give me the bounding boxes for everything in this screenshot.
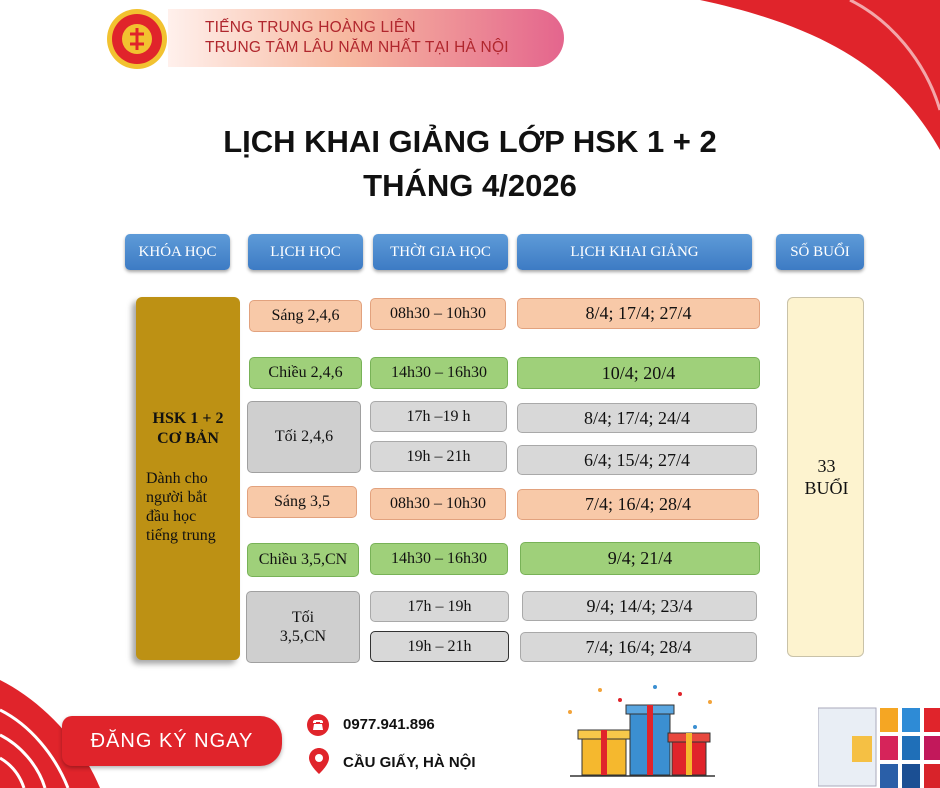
time-morning-35: 08h30 – 10h30 (370, 488, 506, 520)
course-desc-line-3: đầu học (146, 508, 197, 525)
opening-evening-246-b: 6/4; 15/4; 27/4 (517, 445, 757, 475)
header-opening: LỊCH KHAI GIẢNG (517, 234, 752, 270)
sessions-cell (787, 297, 864, 657)
time-afternoon-35cn: 14h30 – 16h30 (370, 543, 508, 575)
course-desc-line-2: người bắt (146, 489, 208, 506)
schedule-afternoon-246: Chiều 2,4,6 (249, 357, 362, 389)
sessions-count: 33 (817, 456, 836, 476)
opening-evening-246-a: 8/4; 17/4; 24/4 (517, 403, 757, 433)
brand-logo-icon (106, 8, 168, 70)
course-cell (136, 297, 240, 660)
opening-afternoon-246: 10/4; 20/4 (517, 357, 760, 389)
opening-morning-246: 8/4; 17/4; 27/4 (517, 298, 760, 329)
brand-line-2: TRUNG TÂM LÂU NĂM NHẤT TẠI HÀ NỘI (205, 39, 509, 56)
page-subtitle: THÁNG 4/2026 (363, 168, 577, 203)
opening-morning-35: 7/4; 16/4; 28/4 (517, 489, 759, 520)
schedule-morning-35: Sáng 3,5 (247, 486, 357, 518)
register-button[interactable] (62, 716, 282, 766)
page-title: LỊCH KHAI GIẢNG LỚP HSK 1 + 2 (223, 124, 717, 159)
location-pin-icon (309, 748, 329, 774)
schedule-evening-246: Tối 2,4,6 (247, 401, 361, 473)
opening-evening-35cn-a: 9/4; 14/4; 23/4 (522, 591, 757, 621)
phone-number[interactable]: 0977.941.896 (343, 716, 435, 733)
sessions-unit: BUỔI (804, 478, 849, 498)
opening-evening-35cn-b: 7/4; 16/4; 28/4 (520, 632, 757, 662)
course-desc-line-1: Dành cho (146, 470, 208, 487)
time-evening-35cn-a: 17h – 19h (370, 591, 509, 622)
brand-line-1: TIẾNG TRUNG HOÀNG LIÊN (205, 19, 416, 36)
course-name-line-2: CƠ BẢN (157, 430, 219, 447)
header-schedule: LỊCH HỌC (248, 234, 363, 270)
schedule-afternoon-35cn: Chiều 3,5,CN (247, 543, 359, 577)
phone-icon (306, 713, 330, 737)
time-morning-246: 08h30 – 10h30 (370, 298, 506, 330)
opening-afternoon-35cn: 9/4; 21/4 (520, 542, 760, 575)
schedule-morning-246: Sáng 2,4,6 (249, 300, 362, 332)
time-evening-246-b: 19h – 21h (370, 441, 507, 472)
header-sessions: SỐ BUỔI (776, 234, 864, 270)
schedule-evening-35cn-line-2: 3,5,CN (279, 628, 327, 645)
address: CẦU GIẤY, HÀ NỘI (343, 754, 476, 771)
time-evening-35cn-b: 19h – 21h (370, 631, 509, 662)
course-name-line-1: HSK 1 + 2 (152, 410, 224, 427)
schedule-evening-35cn-line-1: Tối (291, 609, 315, 626)
course-desc-line-4: tiếng trung (146, 527, 216, 544)
gift-boxes-icon (560, 682, 720, 782)
header-course: KHÓA HỌC (125, 234, 230, 270)
time-evening-246-a: 17h –19 h (370, 401, 507, 432)
time-afternoon-246: 14h30 – 16h30 (370, 357, 508, 389)
schedule-evening-35cn (246, 591, 360, 663)
register-button-label: ĐĂNG KÝ NGAY (90, 729, 254, 752)
header-time: THỜI GIA HỌC (373, 234, 508, 270)
hsk-books-icon (818, 706, 940, 788)
brand-name (205, 18, 509, 58)
